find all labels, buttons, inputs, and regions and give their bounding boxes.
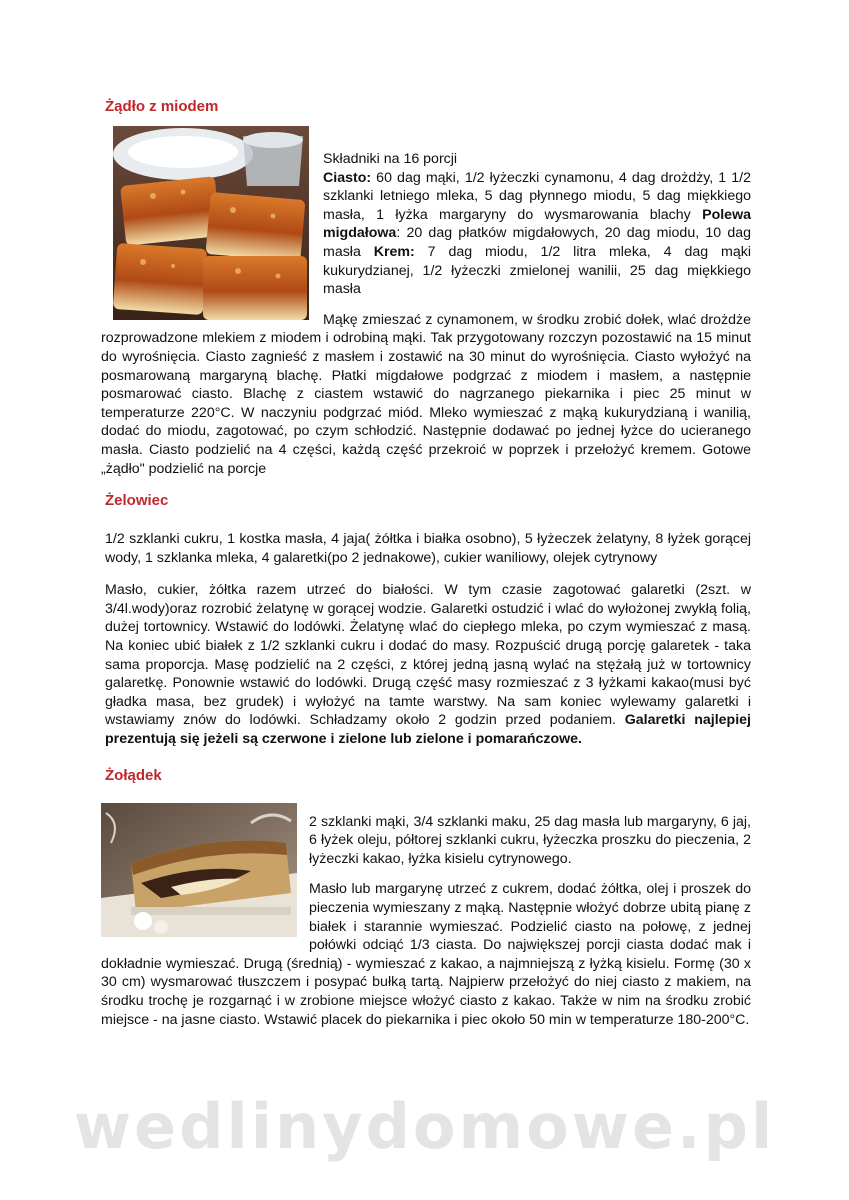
text-run: : 20 dag płatków migdałowych, 20 dag miodu, 10 dag masła: [323, 225, 751, 260]
text-run: Masło, cukier, żółtka razem utrzeć do białości. W tym czasie zagotować galaretki (2szt. w 3/4l.wody)oraz rozrobić żelatynę w gorącej wodzie. Galaretki ostudzić i wlać do wyłożonej zwykłą folią, dużej tortownicy. Wstawić do lodówki. Żelatynę wlać do ciepłego mleka, po czym wymieszać z masą. Na koniec ubić białek z 1/2 szklanki cukru i dodać do masy. Rozpuścić drugą porcję galaretek - taka sama proporcja. Masę podzielić na 2 części, z której jedną jasną wylać na stężałą już w tortownicy galaretkę. Ponownie wstawić do lodówki. Drugą część masy rozmieszać z 3 łyżkami kakao(musi być gładka masa, bez grudek) i wyłożyć na tamte warstwy. Na sam koniec wylewamy galaretki i wstawiamy znów do lodówki. Schładzamy około 2 godzin przed podaniem.: [105, 582, 751, 729]
bold-text-run: Krem:: [373, 243, 415, 260]
text-run: 1/2 szklanki cukru, 1 kostka masła, 4 jaja( żółtka i białka osobno), 5 łyżeczek żelatyny, 8 łyżek gorącej wody, 1 szklanka mleka, 4 galaretki(po 2 jednakowe), cukier waniliowy, olejek cytrynowy: [105, 531, 751, 566]
bold-text-run: Polewa migdałowa: [323, 206, 751, 242]
text-run: Składniki na 16 porcji: [323, 151, 458, 167]
site-watermark: wedlinydomowe.pl: [73, 1090, 776, 1163]
text-run: Masło lub margarynę utrzeć z cukrem, dodać żółtka, olej i proszek do pieczenia wymieszany z mąką. Następnie włożyć dobrze ubitą pianę z białek i starannie wymieszać. Podzielić ciasto na połowę, z jednej połówki odciąć 1/3 ciasta. Do największej porcji ciasta dodać mak i dokładnie wymieszać. Drugą (średnią) - wymieszać z kakao, a najmniejszą z łyżką kisielu. Formę (30 x 30 cm) wysmarować tłuszczem i posypać bułką tartą. Najpierw przełożyć do niej ciasto z makiem, na środku trochę je rozgarnąć i w zrobione miejsce włożyć ciasto z kakao. Także w nim na środku zrobić miejsce - na jasne ciasto. Wstawić placek do piekarnika i piec około 50 min w temperaturze 180-200°C.: [101, 881, 751, 1028]
text-run: Mąkę zmieszać z cynamonem, w środku zrobić dołek, wlać drożdże rozprowadzone mlekiem z miodem i odrobiną mąki. Tak przygotowany rozczyn pozostawić na 15 minut do wyrośnięcia. Ciasto zagnieść z masłem i zostawić na 30 minut do wyrośnięcia. Ciasto wyłożyć na posmarowaną margaryną blachę. Płatki migdałowe podgrzać z miodem i masłem, a następnie posmarować ciasto. Blachę z ciastem wstawić do nagrzanego piekarnika i piec 25 minut w temperaturze 220°C. W naczyniu podgrzać miód. Mleko wymieszać z mąką kukurydzianą i wanilią, dodać do miodu, zagotować, po czym schłodzić. Następnie dodawać po jednej łyżce do ucieranego masła. Ciasto podzielić na 4 części, każdą część przekroić w poprzek i przełożyć kremem. Gotowe „żądło" podzielić na porcje: [101, 311, 751, 477]
recipe-zelowiec: [101, 492, 751, 749]
recipe-title: Żelowiec: [105, 492, 169, 510]
recipe-title: Żądło z miodem: [105, 98, 219, 115]
ingredients-text: [101, 530, 751, 567]
honey-cake-photo: [113, 126, 309, 320]
recipe-zoladek: [101, 767, 751, 1030]
bold-text-run: Ciasto:: [323, 169, 372, 186]
text-run: 60 dag mąki, 1/2 łyżeczki cynamonu, 4 dag drożdży, 1 1/2 szklanki letniego mleka, 5 dag płynnego miodu, 5 dag miękkiego masła, 1 łyżka margaryny do wysmarowania blachy: [323, 169, 751, 223]
text-run: 2 szklanki mąki, 3/4 szklanki maku, 25 dag masła lub margaryny, 6 jaj, 6 łyżek oleju, półtorej szklanki cukru, łyżeczka proszku do pieczenia, 2 łyżeczki kakao, łyżka kisielu cytrynowego.: [309, 813, 751, 867]
recipe-title: Żołądek: [105, 766, 162, 784]
recipe-zadlo: [101, 98, 751, 478]
method-text: [101, 581, 751, 748]
bold-text-run: Galaretki najlepiej prezentują się jeżeli są czerwone i zielone lub zielone i pomarańczowe.: [105, 712, 751, 748]
recipe-page: [101, 98, 751, 1029]
marble-cake-photo: [101, 803, 297, 937]
method-text: [101, 311, 751, 478]
text-run: 7 dag miodu, 1/2 litra mleka, 4 dag mąki kukurydzianej, 1/2 łyżeczki zmielonej wanilii, 25 dag miękkiego masła: [323, 243, 751, 298]
